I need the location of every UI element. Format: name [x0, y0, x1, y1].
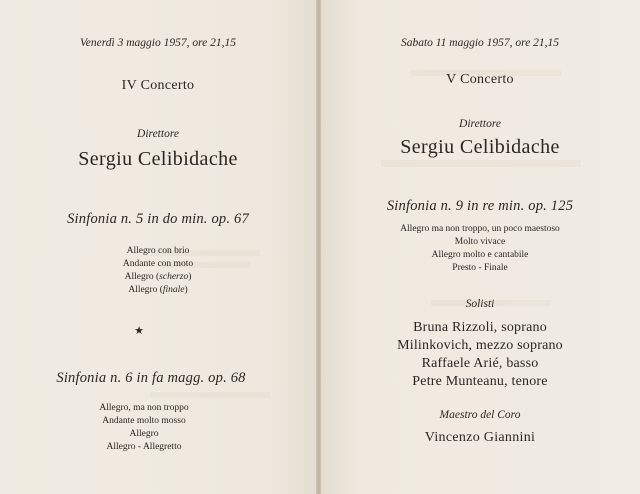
movement: Allegro (finale) [128, 285, 188, 295]
soloist: Milinkovich, mezzo soprano [397, 338, 563, 353]
movement: Presto - Finale [452, 263, 508, 273]
work-title: Sinfonia n. 6 in fa magg. op. 68 [56, 370, 246, 386]
conductor-name: Sergiu Celibidache [78, 148, 238, 170]
movement: Allegro molto e cantabile [431, 250, 529, 260]
chorus-master-label: Maestro del Coro [439, 409, 521, 421]
left-page [0, 0, 316, 494]
movement: Allegro ma non troppo, un poco maestoso [400, 224, 560, 234]
separator-star: ★ [134, 324, 144, 337]
movement: Allegro (scherzo) [124, 272, 192, 282]
work-title: Sinfonia n. 5 in do min. op. 67 [67, 211, 249, 227]
movement: Allegro, ma non troppo [99, 403, 189, 413]
movement: Allegro - Allegretto [106, 442, 182, 452]
concert-date: Venerdì 3 maggio 1957, ore 21,15 [80, 37, 236, 49]
work-title: Sinfonia n. 9 in re min. op. 125 [386, 198, 574, 214]
movement: Molto vivace [454, 237, 506, 247]
concert-date: Sabato 11 maggio 1957, ore 21,15 [400, 37, 560, 49]
right-page [321, 0, 640, 494]
chorus-master-name: Vincenzo Giannini [424, 430, 536, 445]
movement: Allegro con brio [126, 246, 190, 256]
soloist: Petre Munteanu, tenore [412, 374, 548, 389]
conductor-label: Direttore [137, 128, 179, 140]
movement: Allegro [129, 429, 159, 439]
soloists-label: Solisti [465, 298, 495, 310]
conductor-name: Sergiu Celibidache [400, 136, 560, 158]
conductor-label: Direttore [459, 118, 501, 130]
soloist: Raffaele Arié, basso [421, 356, 539, 371]
concert-number: V Concerto [446, 72, 514, 87]
concert-number: IV Concerto [121, 78, 195, 93]
movement: Andante con moto [122, 259, 194, 269]
bleed-through-mark [150, 392, 270, 398]
movement: Andante molto mosso [102, 416, 186, 426]
soloist: Bruna Rizzoli, soprano [413, 320, 547, 335]
bleed-through-mark [381, 160, 581, 167]
